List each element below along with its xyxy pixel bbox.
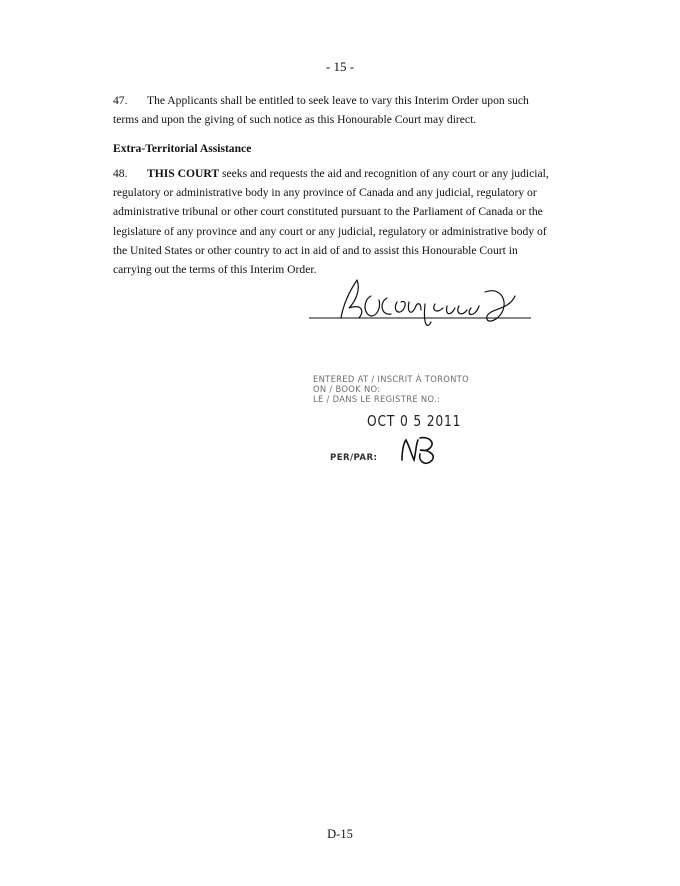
clerk-initials bbox=[398, 434, 440, 466]
paragraph-47 bbox=[113, 91, 553, 129]
stamp-line-register: LE / DANS LE REGISTRE NO.: bbox=[313, 394, 441, 404]
stamp-per-label: PER/PAR: bbox=[330, 453, 378, 463]
paragraph-47-text: The Applicants shall be entitled to seek leave to vary this Interim Order upon such terms and upon the giving of such notice as this Honourable Court may direct. bbox=[113, 94, 529, 127]
paragraph-48 bbox=[113, 164, 553, 279]
stamp-line-entered: ENTERED AT / INSCRIT À TORONTO bbox=[313, 374, 469, 384]
page-number: - 15 - bbox=[325, 59, 355, 74]
footer-page-label: D-15 bbox=[327, 827, 353, 841]
stamp-line-book: ON / BOOK NO: bbox=[313, 384, 381, 394]
section-heading: Extra-Territorial Assistance bbox=[113, 142, 252, 155]
paragraph-48-lead: THIS COURT bbox=[147, 167, 220, 180]
court-entry-stamp bbox=[313, 374, 513, 463]
judge-signature bbox=[305, 272, 535, 332]
stamp-date: OCT 0 5 2011 bbox=[367, 412, 462, 430]
paragraph-48-text: seeks and requests the aid and recognition of any court or any judicial, regulatory or administrative body in any province of Canada and any judicial, regulatory or administrative tribunal or other court constituted pursuant to the Parliament of Canada or the legislature of any province and any court or any judicial, regulatory or administrative body of the United States or other country to act in aid of and to assist this Honourable Court in carrying out the terms of this Interim Order. bbox=[113, 167, 549, 277]
paragraph-48-number: 48. bbox=[113, 167, 128, 180]
paragraph-47-number: 47. bbox=[113, 94, 128, 107]
